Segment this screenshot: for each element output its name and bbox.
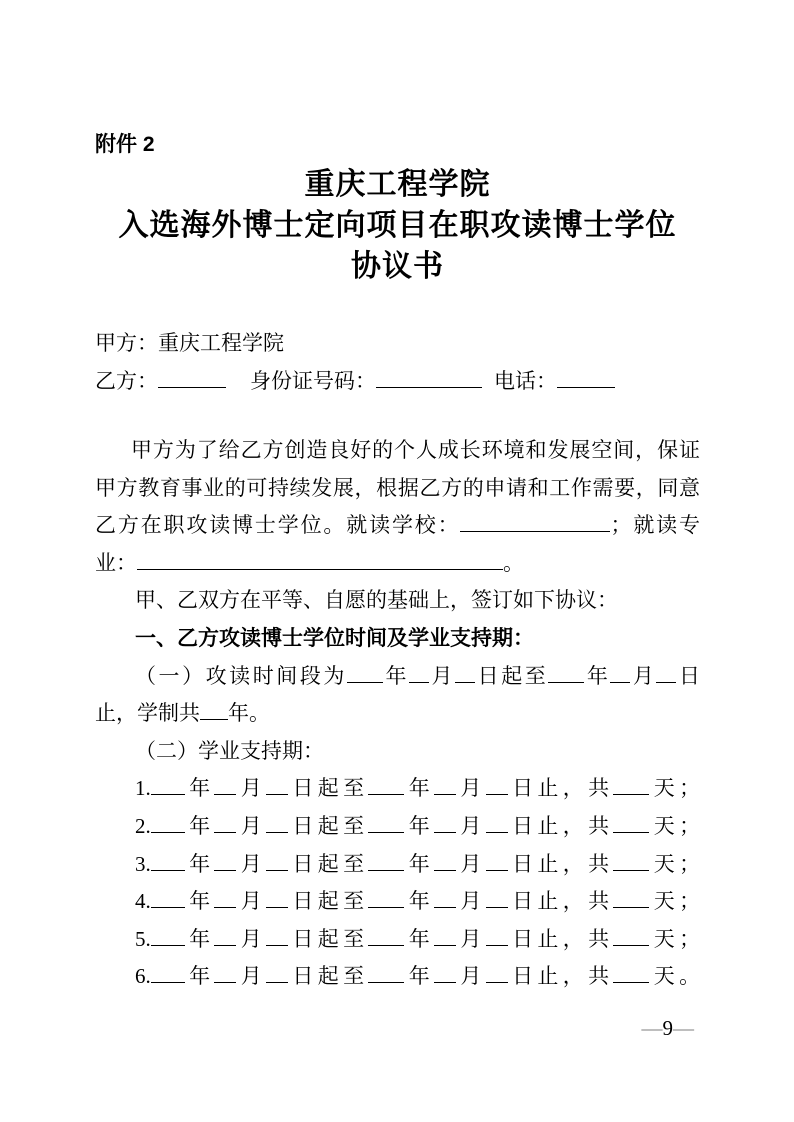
text-segment: 月: [236, 813, 267, 838]
spacer: [95, 400, 700, 432]
text-segment: 1.: [135, 776, 151, 801]
document-title-line-3: 协议书: [351, 250, 444, 283]
text-segment: 天。: [649, 964, 701, 989]
text-segment: 年: [184, 851, 215, 876]
fill-in-blank: [266, 927, 288, 946]
page-number-dash-right: —: [673, 1016, 694, 1040]
text-segment: 月: [429, 663, 456, 688]
text-segment: 日止，共: [507, 813, 614, 838]
text-segment: 月: [236, 776, 267, 801]
text-segment: 一、乙方攻读博士学位时间及学业支持期：: [135, 626, 534, 650]
text-segment: 月: [236, 926, 267, 951]
fill-in-blank: [151, 852, 185, 871]
page-number-value: 9: [662, 1016, 673, 1040]
text-segment: 年: [184, 776, 215, 801]
fill-in-blank: [434, 964, 456, 983]
fill-in-blank: [486, 777, 508, 796]
party-b-line: [95, 362, 700, 400]
fill-in-blank: [266, 852, 288, 871]
fill-in-blank: [486, 964, 508, 983]
text-segment: 年: [404, 813, 435, 838]
fill-in-blank: [613, 889, 649, 908]
party-a-line: [95, 324, 700, 362]
fill-in-blank: [368, 964, 404, 983]
fill-in-blank: [368, 927, 404, 946]
text-segment: 5.: [135, 926, 151, 951]
fill-in-blank: [200, 701, 228, 720]
text-segment: 月: [456, 964, 486, 989]
fill-in-blank: [656, 664, 676, 683]
text-segment: 日止，共: [507, 964, 614, 989]
fill-in-blank: [557, 369, 615, 388]
text-segment: 年: [404, 964, 435, 989]
fill-in-blank: [613, 927, 649, 946]
text-segment: 6.: [135, 964, 151, 989]
text-segment: 乙方在职攻读博士学位。就读学校：: [95, 513, 461, 538]
text-segment: 日起至: [288, 926, 369, 951]
text-segment: 日起至: [288, 813, 369, 838]
text-segment: 甲方：重庆工程学院: [95, 331, 284, 355]
text-segment: 甲、乙双方在平等、自愿的基础上，签订如下协议：: [135, 588, 618, 613]
text-segment: 日: [676, 663, 701, 688]
text-segment: 年。: [228, 701, 270, 726]
fill-in-blank: [368, 777, 404, 796]
document-title: [95, 164, 700, 287]
section-1-heading: [95, 620, 700, 658]
fill-in-blank: [610, 664, 630, 683]
text-segment: 年: [184, 926, 215, 951]
fill-in-blank: [266, 889, 288, 908]
fill-in-blank: [214, 964, 236, 983]
text-segment: 年: [404, 851, 435, 876]
document-body: [95, 324, 700, 996]
text-segment: 4.: [135, 889, 151, 914]
support-period-item-1: [95, 770, 700, 808]
fill-in-blank: [376, 369, 482, 388]
fill-in-blank: [158, 369, 226, 388]
fill-in-blank: [368, 889, 404, 908]
text-segment: 天；: [649, 851, 701, 876]
document-title-line-2: 入选海外博士定向项目在职攻读博士学位: [118, 209, 677, 242]
clause-2-heading: [95, 733, 700, 771]
text-segment: （一）攻读时间段为: [135, 663, 347, 688]
text-segment: 月: [456, 889, 486, 914]
text-segment: 3.: [135, 851, 151, 876]
text-segment: 年: [184, 964, 215, 989]
text-segment: 年: [404, 776, 435, 801]
text-segment: 天；: [649, 776, 701, 801]
fill-in-blank: [460, 513, 610, 532]
text-segment: 止，学制共: [95, 701, 200, 726]
text-segment: 身份证号码：: [250, 369, 376, 393]
support-period-item-4: [95, 883, 700, 921]
text-segment: 月: [236, 851, 267, 876]
text-segment: 年: [184, 889, 215, 914]
fill-in-blank: [368, 852, 404, 871]
fill-in-blank: [214, 852, 236, 871]
text-segment: 年: [404, 889, 435, 914]
fill-in-blank: [137, 551, 503, 570]
intro-line-3: [95, 507, 700, 545]
fill-in-blank: [613, 852, 649, 871]
intro-line-4: [95, 545, 700, 583]
page-number-dash-left: —: [641, 1016, 663, 1040]
fill-in-blank: [266, 964, 288, 983]
text-segment: 2.: [135, 813, 151, 838]
fill-in-blank: [434, 814, 456, 833]
support-period-item-6: [95, 958, 700, 996]
text-segment: 月: [456, 813, 486, 838]
clause-1-line-1: [95, 658, 700, 696]
text-segment: 月: [456, 851, 486, 876]
fill-in-blank: [214, 777, 236, 796]
text-segment: 日起至: [475, 663, 549, 688]
text-segment: 月: [630, 663, 657, 688]
text-segment: 天；: [649, 813, 701, 838]
support-period-item-3: [95, 846, 700, 884]
intro-line-1: [95, 432, 700, 470]
text-segment: 月: [456, 776, 486, 801]
attachment-label: 附件 2: [95, 133, 155, 156]
text-segment: 天；: [649, 926, 701, 951]
fill-in-blank: [455, 664, 475, 683]
fill-in-blank: [613, 814, 649, 833]
fill-in-blank: [486, 852, 508, 871]
clause-1-line-2: [95, 695, 700, 733]
text-segment: 年: [404, 926, 435, 951]
text-segment: 电话：: [494, 369, 557, 393]
fill-in-blank: [266, 814, 288, 833]
fill-in-blank: [486, 889, 508, 908]
fill-in-blank: [266, 777, 288, 796]
fill-in-blank: [434, 777, 456, 796]
text-segment: 业：: [95, 550, 137, 575]
text-segment: 甲方教育事业的可持续发展，根据乙方的申请和工作需要，同意: [95, 475, 700, 500]
text-segment: 。: [503, 550, 524, 575]
support-period-item-2: [95, 808, 700, 846]
text-segment: 年: [184, 813, 215, 838]
text-segment: ；就读专: [610, 513, 701, 538]
text-segment: 日起至: [288, 964, 369, 989]
fill-in-blank: [434, 889, 456, 908]
fill-in-blank: [434, 852, 456, 871]
text-segment: 年: [584, 663, 611, 688]
support-period-item-5: [95, 921, 700, 959]
text-segment: 日止，共: [507, 851, 614, 876]
spacing-gap: [226, 387, 250, 388]
text-segment: （二）学业支持期：: [135, 738, 324, 763]
fill-in-blank: [151, 814, 185, 833]
text-segment: 日起至: [288, 889, 369, 914]
fill-in-blank: [347, 664, 383, 683]
text-segment: 天；: [649, 889, 701, 914]
fill-in-blank: [409, 664, 429, 683]
agreement-line: [95, 582, 700, 620]
text-segment: 日止，共: [507, 776, 614, 801]
text-segment: 月: [236, 964, 267, 989]
fill-in-blank: [486, 927, 508, 946]
fill-in-blank: [486, 814, 508, 833]
fill-in-blank: [613, 964, 649, 983]
text-segment: 年: [382, 663, 410, 688]
fill-in-blank: [151, 964, 185, 983]
text-segment: 月: [456, 926, 486, 951]
fill-in-blank: [548, 664, 584, 683]
text-segment: 日起至: [288, 776, 369, 801]
spacing-gap: [482, 387, 494, 388]
fill-in-blank: [613, 777, 649, 796]
text-segment: 日起至: [288, 851, 369, 876]
fill-in-blank: [214, 889, 236, 908]
text-segment: 日止，共: [507, 889, 614, 914]
text-segment: 甲方为了给乙方创造良好的个人成长环境和发展空间，保证: [131, 438, 700, 462]
fill-in-blank: [151, 889, 185, 908]
fill-in-blank: [368, 814, 404, 833]
fill-in-blank: [434, 927, 456, 946]
fill-in-blank: [214, 927, 236, 946]
fill-in-blank: [151, 927, 185, 946]
page-number: [642, 1014, 695, 1042]
fill-in-blank: [214, 814, 236, 833]
document-title-line-1: 重庆工程学院: [304, 168, 491, 201]
text-segment: 日止，共: [507, 926, 614, 951]
text-segment: 乙方：: [95, 369, 158, 393]
text-segment: 月: [236, 889, 267, 914]
fill-in-blank: [151, 777, 185, 796]
intro-line-2: [95, 470, 700, 508]
